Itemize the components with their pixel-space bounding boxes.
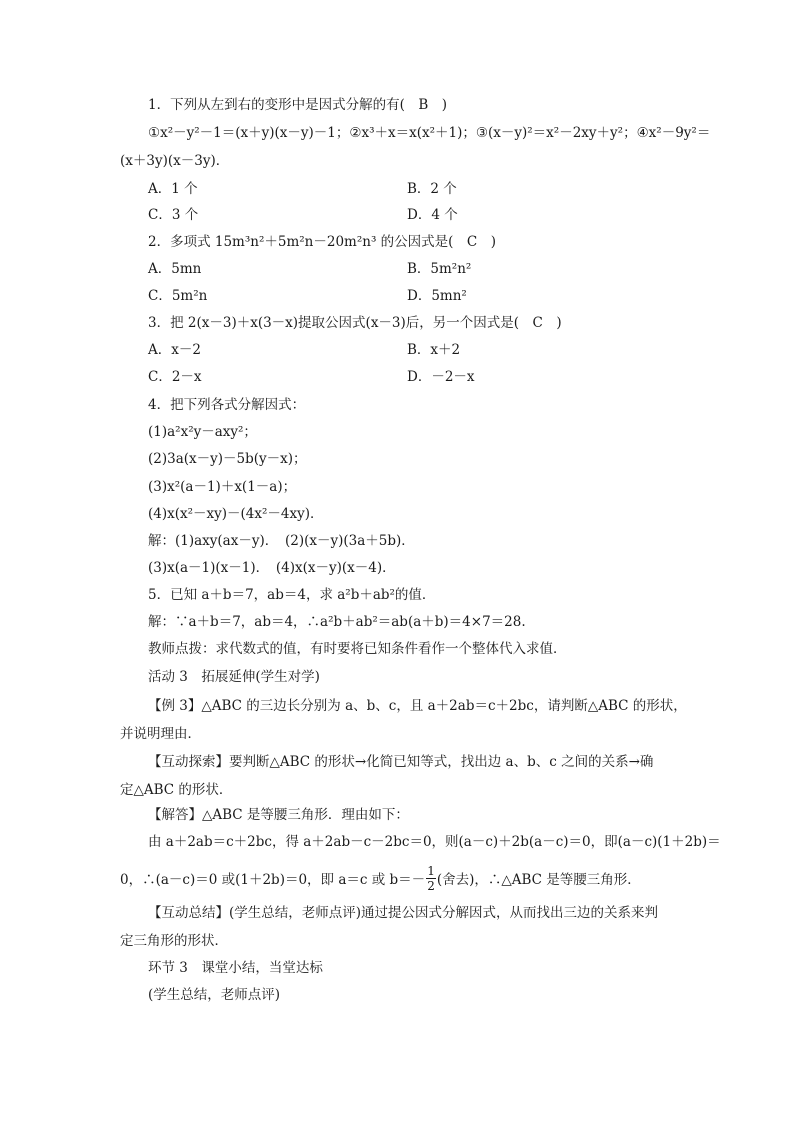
q3-stem: 3．把 2(x－3)＋x(3－x)提取公因式(x－3)后，另一个因式是( C ) (148, 315, 562, 331)
q2-option-a: A．5mn (148, 261, 202, 277)
q4-item-3: (3)x²(a－1)＋x(1－a)； (148, 479, 297, 495)
summary-line2: 定三角形的形状． (120, 933, 228, 949)
q2-option-c: C．5m²n (148, 288, 208, 304)
fraction-numerator: 1 (427, 864, 435, 878)
q1-option-c: C．3 个 (148, 207, 199, 223)
q1-option-a: A．1 个 (148, 181, 198, 197)
q2-option-d: D．5mn² (407, 288, 467, 304)
q1-option-d: D．4 个 (407, 207, 458, 223)
q2-option-b: B．5m²n² (407, 261, 472, 277)
q5-solution: 解：∵a＋b＝7，ab＝4，∴a²b＋ab²＝ab(a＋b)＝4×7＝28. (148, 614, 526, 630)
activity-3-heading: 活动 3 拓展延伸(学生对学) (148, 669, 320, 685)
answer-line2: 由 a＋2ab＝c＋2bc，得 a＋2ab－c－2bc＝0，则(a－c)＋2b(a－c)＝0，即(a－c)(1＋2b)＝ (148, 834, 721, 850)
q1-line2: ①x²－y²－1＝(x＋y)(x－y)－1；②x³＋x＝x(x²＋1)；③(x－y)²＝x²－2xy＋y²；④x²－9y²＝ (148, 125, 711, 141)
q4-item-2: (2)3a(x－y)－5b(y－x)； (148, 451, 307, 467)
q1-stem: 1．下列从左到右的变形中是因式分解的有( B ) (148, 97, 448, 113)
q3-option-c: C．2－x (148, 369, 202, 385)
q2-stem: 2．多项式 15m³n²＋5m²n－20m²n³ 的公因式是( C ) (148, 234, 497, 250)
fraction-denominator: 2 (427, 879, 435, 893)
q5-stem: 5．已知 a＋b＝7，ab＝4，求 a²b＋ab²的值． (148, 587, 436, 603)
q3-option-b: B．x＋2 (407, 342, 461, 358)
explore-line2: 定△ABC 的形状． (120, 782, 233, 798)
answer-line3-end: (舍去)，∴△ABC 是等腰三角形． (436, 872, 641, 888)
answer-line3-start: 0，∴(a－c)＝0 或(1＋2b)＝0，即 a＝c 或 b＝－ (120, 872, 426, 888)
explore-line1: 【互动探索】要判断△ABC 的形状→化简已知等式，找出边 a、b、c 之间的关系→确 (148, 754, 654, 770)
section-3-heading: 环节 3 课堂小结，当堂达标 (148, 960, 323, 976)
fraction-one-half (426, 864, 436, 893)
q4-item-1: (1)a²x²y－axy²； (148, 424, 257, 440)
q3-option-d: D．－2－x (407, 369, 475, 385)
summary-line1: 【互动总结】(学生总结，老师点评)通过提公因式分解因式，从而找出三边的关系来判 (148, 905, 659, 921)
q1-option-b: B．2 个 (407, 181, 457, 197)
q1-line3: (x＋3y)(x－3y)． (120, 153, 230, 169)
q4-stem: 4．把下列各式分解因式： (148, 397, 306, 413)
q3-option-a: A．x－2 (148, 342, 201, 358)
example-3-line1: 【例 3】△ABC 的三边长分别为 a、b、c，且 a＋2ab＝c＋2bc，请判断△ABC 的形状， (148, 698, 687, 714)
q5-teacher-tip: 教师点拨：求代数式的值，有时要将已知条件看作一个整体代入求值． (148, 641, 567, 657)
section-3-note: (学生总结，老师点评) (148, 987, 281, 1003)
q4-item-4: (4)x(x²－xy)－(4x²－4xy)． (148, 506, 324, 522)
example-3-line2: 并说明理由． (120, 726, 201, 742)
q4-solution-2: (3)x(a－1)(x－1)． (4)x(x－y)(x－4)． (148, 560, 396, 576)
q4-solution-1: 解：(1)axy(ax－y)． (2)(x－y)(3a＋5b)． (148, 533, 415, 549)
answer-line1: 【解答】△ABC 是等腰三角形．理由如下： (148, 807, 409, 823)
answer-line3 (120, 866, 641, 895)
